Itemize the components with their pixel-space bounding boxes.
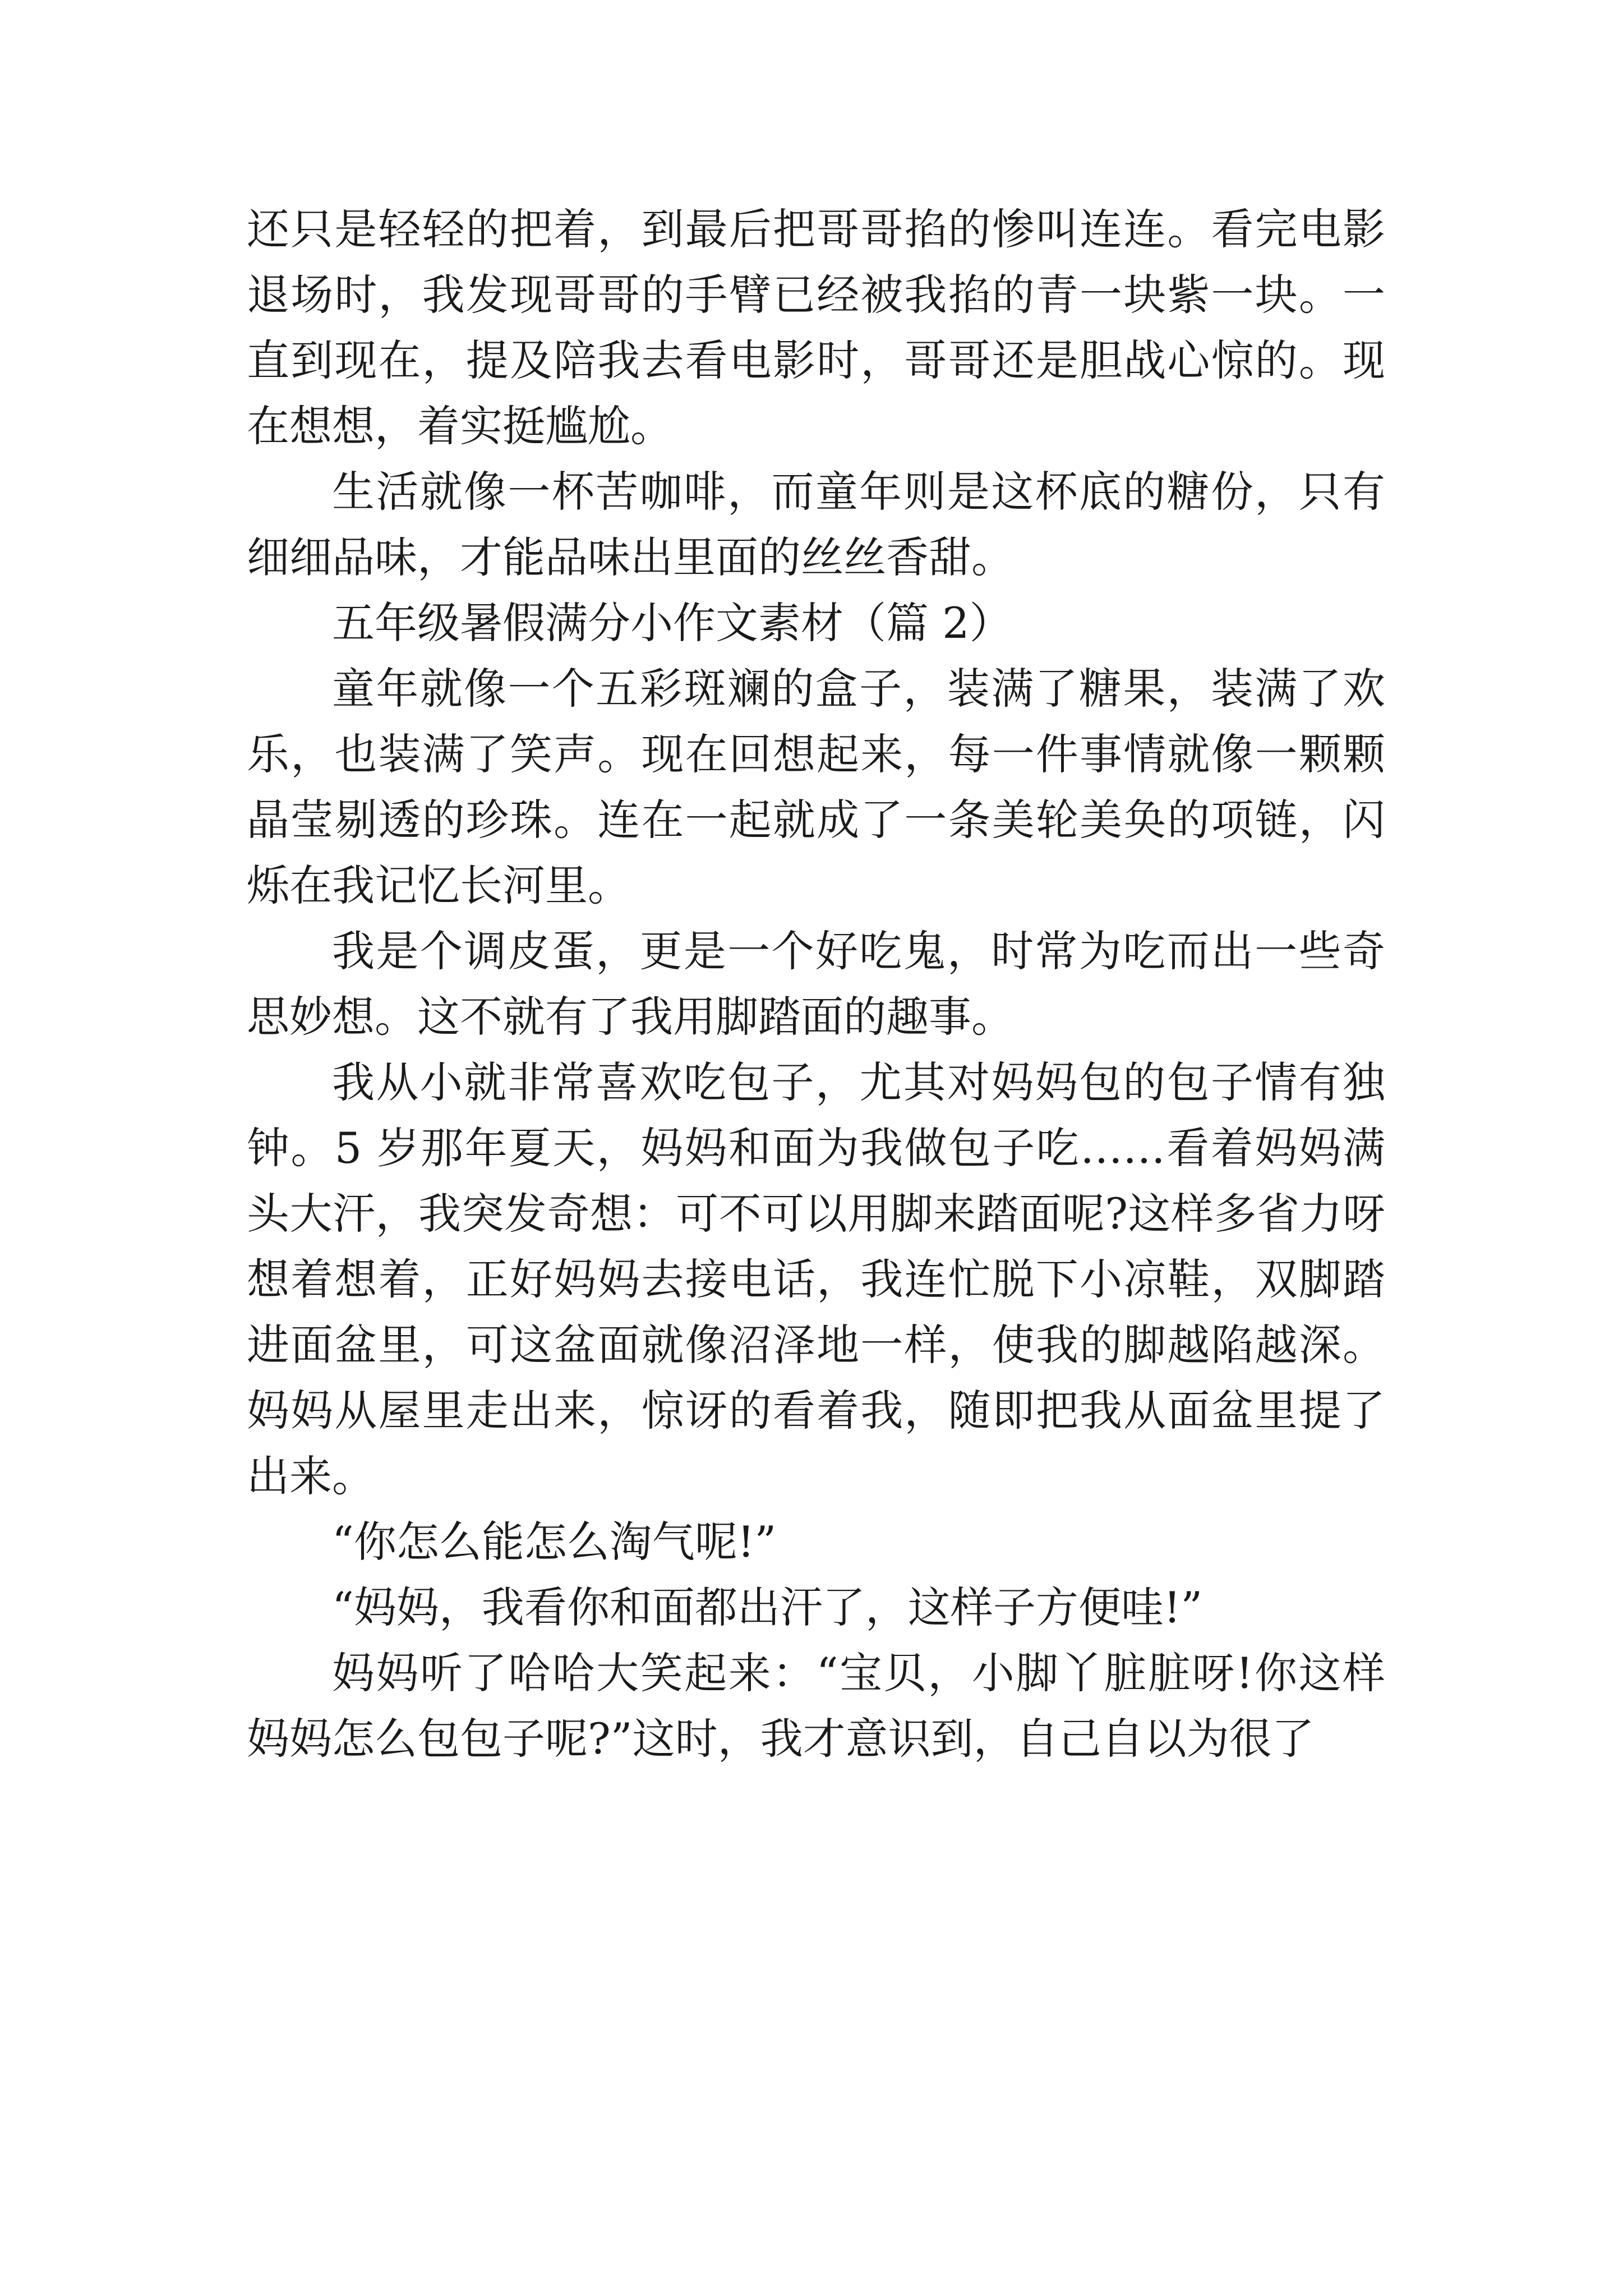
paragraph-6: 妈妈听了哈哈大笑起来：“宝贝，小脚丫脏脏呀!你这样妈妈怎么包包子呢?”这时，我才意识到，自己自以为很了	[247, 1648, 1385, 1764]
paragraph-5: 我从小就非常喜欢吃包子，尤其对妈妈包的包子情有独钟。5 岁那年夏天，妈妈和面为我做包子吃……看着妈妈满头大汗，我突发奇想：可不可以用脚来踏面呢?这样多省力呀想着想着，正好妈妈去接电话，我连忙脱下小凉鞋，双脚踏进面盆里，可这盆面就像沼泽地一样，使我的脚越陷越深。妈妈从屋里走出来，惊讶的看着我，随即把我从面盆里提了出来。	[247, 1057, 1385, 1501]
document-body	[247, 196, 1385, 1772]
paragraph-1: 还只是轻轻的把着，到最后把哥哥掐的惨叫连连。看完电影退场时，我发现哥哥的手臂已经被我掐的青一块紫一块。一直到现在，提及陪我去看电影时，哥哥还是胆战心惊的。现在想想，着实挺尴尬。	[247, 204, 1385, 451]
paragraph-3: 童年就像一个五彩斑斓的盒子，装满了糖果，装满了欢乐，也装满了笑声。现在回想起来，每一件事情就像一颗颗晶莹剔透的珍珠。连在一起就成了一条美轮美奂的项链，闪烁在我记忆长河里。	[247, 664, 1385, 910]
section-heading: 五年级暑假满分小作文素材（篇 2）	[332, 598, 1012, 648]
paragraph-2: 生活就像一杯苦咖啡，而童年则是这杯底的糖份，只有细细品味，才能品味出里面的丝丝香甜。	[247, 467, 1385, 582]
dialogue-line-2: “妈妈，我看你和面都出汗了，这样子方便哇!”	[332, 1582, 1203, 1632]
paragraph-4: 我是个调皮蛋，更是一个好吃鬼，时常为吃而出一些奇思妙想。这不就有了我用脚踏面的趣事。	[247, 926, 1385, 1042]
dialogue-line-1: “你怎么能怎么淘气呢!”	[332, 1517, 777, 1567]
